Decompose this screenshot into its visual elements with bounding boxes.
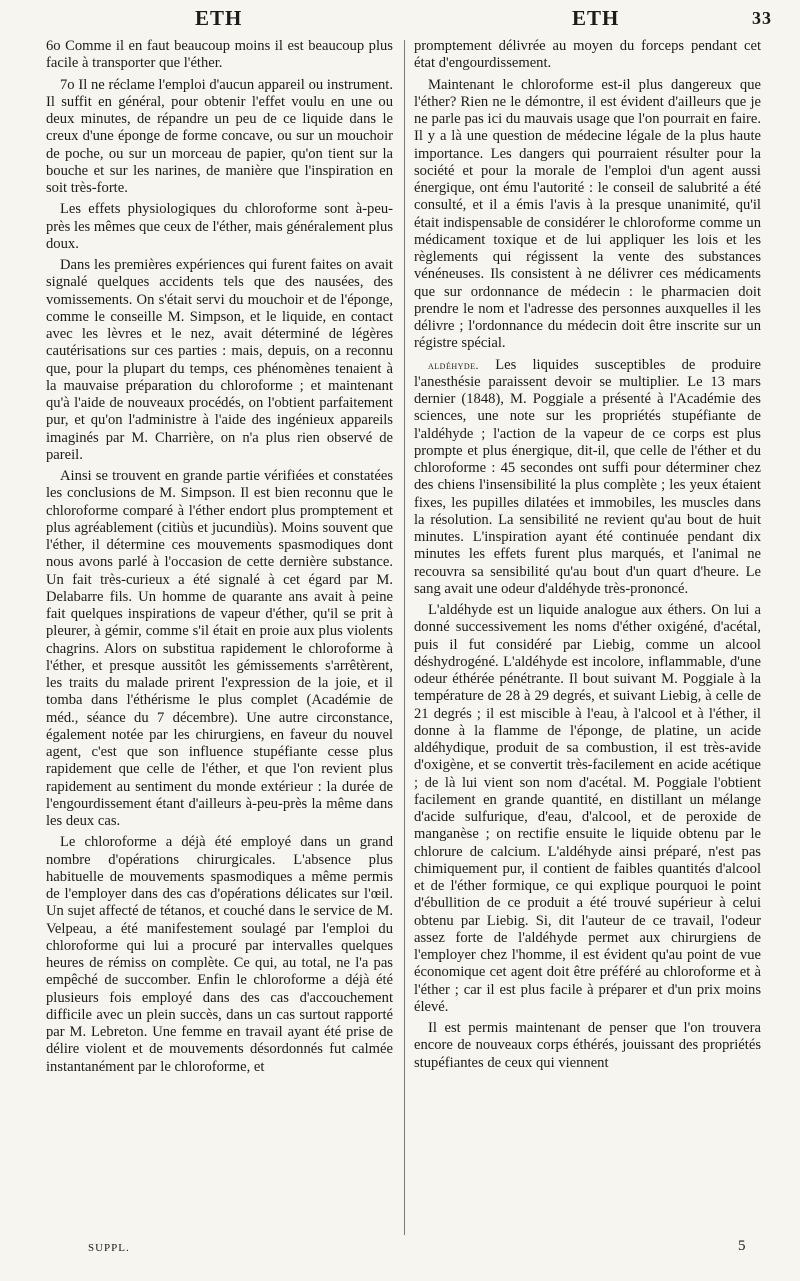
footer-sheet-number: 5 (738, 1238, 747, 1254)
footer-signature: SUPPL. (88, 1242, 130, 1254)
paragraph: Maintenant le chloroforme est-il plus dangereux que l'éther? Rien ne le démontre, il est évident d'ailleurs que je ne parle pas ici du mauvais usage que l'on pourrait en faire. Il y a là une question de médecine légale de la plus haute importance. Les dangers qui pourraient résulter pour la société et pour la morale de l'emploi d'un agent aussi énergique, ont ému l'autorité : le conseil de salubrité a été consulté, et il a émis l'avis à la presque unanimité, qu'il était indispensable de considérer le chloroforme comme un médicament toxique et de lui appliquer les lois et les règlements qui régissent la vente des substances vénéneuses. Ils consistent à ne délivrer ces médicaments que sur ordonnance de médecin : le pharmacien doit prendre le nom et l'adresse des personnes auxquelles il les délivre ; l'ordonnance du médecin doit être inscrite sur un régistre spécial. (414, 76, 761, 352)
paragraph: L'aldéhyde est un liquide analogue aux éthers. On lui a donné successivement les noms d'éther oxigéné, d'acétal, puis il fut considéré par Liebig, comme un alcool déshydrogéné. L'aldéhyde est incolore, inflammable, d'une odeur éthérée pénétrante. Il bout suivant M. Poggiale à la température de 28 à 29 degrés, et suivant Liebig, à celle de 21 degrés ; il est miscible à l'eau, à l'alcool et à l'éther, il donne à la flamme de l'éponge, de platine, un acide aldéhydique, produit de sa combustion, il est très-avide d'oxigène, et se convertit très-facilement en acide acétique ; de là lui vient son nom d'acétal. M. Poggiale l'obtient facilement en grande quantité, en distillant un mélange d'acide sulfurique, d'eau, d'alcool, et de peroxide de manganèse ; on rectifie ensuite le liquide obtenu par le chlorure de calcium. L'aldéhyde ainsi préparé, n'est pas chimiquement pur, il contient de faibles quantités d'alcool et de l'éther formique, ce qui explique pourquoi le point d'ébullition de ce produit a été trouvé supérieur à celui obtenu par Liebig. Si, dit l'auteur de ce travail, l'odeur assez forte de l'aldéhyde permet aux chirurgiens de l'employer chez l'homme, il est évident qu'au point de vue économique cet agent doit être préféré au chloroforme et à l'éther ; car il est plus facile à préparer et d'un prix moins élevé. (414, 602, 761, 1015)
running-header (0, 6, 800, 40)
paragraph: Il est permis maintenant de penser que l'on trouvera encore de nouveaux corps éthérés, jouissant des propriétés stupéfiantes de ceux qui viennent (414, 1020, 761, 1071)
paragraph: 6o Comme il en faut beaucoup moins il est beaucoup plus facile à transporter que l'éther. (46, 38, 393, 72)
column-divider (404, 40, 405, 1235)
aldehyde-text: Les liquides susceptibles de produire l'anesthésie paraissent devoir se multiplier. Le 13 mars dernier (1848), M. Poggiale a présenté à l'Académie des sciences, une note sur les propriétés stupéfiante de l'aldéhyde ; l'action de la vapeur de ce corps est plus prompte et plus énergique, dit-il, que celle de l'éther et du chloroforme : 45 secondes ont suffi pour déterminer chez des chiens l'insensibilité la plus complète ; les yeux étaient fixes, les pupilles dilatées et immobiles, les muscles dans la résolution. La sensibilité ne revient qu'au bout de huit minutes. L'inspiration ayant été continuée pendant dix minutes les effets furent plus marqués, et l'animal ne recouvra sa sensibilité qu'au bout d'un quart d'heure. Le sang avait une odeur d'aldéhyde très-prononcé. (414, 356, 761, 597)
paragraph: Les effets physiologiques du chloroforme sont à-peu-près les mêmes que ceux de l'éther, mais généralement plus doux. (46, 201, 393, 252)
paragraph: Ainsi se trouvent en grande partie vérifiées et constatées les conclusions de M. Simpson. Il est bien reconnu que le chloroforme comparé à l'éther endort plus promptement et plus agréablement (citiùs et jucundiùs). Moins souvent que l'éther, il détermine ces mouvements spasmodiques dont nous avons parlé à l'occasion de cette dernière substance. Un fait très-curieux a été signalé à cet égard par M. Delabarre fils. Un homme de quarante ans avait à peine fait quelques inspirations de vapeur d'éther, qu'il se prit à pleurer, à gémir, comme s'il était en proie aux plus violents chagrins. Alors on substitua rapidement le chloroforme à l'éther, et presque aussitôt les gémissements s'arrêtèrent, les traits du malade prirent l'expression de la joie, et il tomba dans l'éthérisme le plus complet (Académie de méd., séance du 7 décembre). Une autre circonstance, également notée par les chirurgiens, en faveur du nouvel agent, c'est que son influence stupéfiante cesse plus rapidement que celle de l'éther, et que l'on revient plus rapidement au sentiment du monde extérieur : la durée de l'engourdissement étant d'ailleurs à-peu-près la même dans les deux cas. (46, 468, 393, 829)
paragraph: Le chloroforme a déjà été employé dans un grand nombre d'opérations chirurgicales. L'absence plus habituelle de mouvements spasmodiques a même permis de l'employer dans des cas d'opérations délicates sur l'œil. Un sujet affecté de tétanos, et couché dans le service de M. Velpeau, a été manifestement soulagé par l'emploi du chloroforme qui lui a procuré par intervalles quelques heures de rémiss on complète. Ce qui, au total, ne l'a pas empêché de succomber. Enfin le chloroforme a déjà été plusieurs fois employé dans des cas d'accouchement difficile avec un plein succès, dans un cas surtout rapporté par M. Lebreton. Une femme en travail ayant été prise de délire violent et de mouvements désordonnés fut calmée instantanément par le chloroforme, et (46, 834, 393, 1075)
aldehyde-paragraph (414, 357, 761, 599)
paragraph: promptement délivrée au moyen du forceps pendant cet état d'engourdissement. (414, 38, 761, 72)
paragraph: Dans les premières expériences qui furent faites on avait signalé quelques accidents tels que des nausées, des vomissements. On s'était servi du mouchoir et de l'éponge, comme le conseille M. Simpson, et le liquide, en contact avec les lèvres et le nez, avait déterminé de légères cautérisations sur ces parties : mais, depuis, on a reconnu que, pour la plupart du temps, ces phénomènes tenaient à la mauvaise préparation du chloroforme ; et maintenant qu'à l'aide de nouveaux procédés, on l'obtient parfaitement pur, et qu'on l'administre à l'aide des ingénieux appareils imaginés par M. Charrière, on n'a plus rien observé de pareil. (46, 257, 393, 463)
left-column (46, 38, 393, 1080)
header-right-title: ETH (572, 6, 620, 30)
paragraph: 7o Il ne réclame l'emploi d'aucun appareil ou instrument. Il suffit en général, pour obtenir l'effet voulu en une ou deux minutes, de répandre un peu de ce liquide dans le creux d'une éponge de forme concave, ou sur un mouchoir de poche, ou sur un morceau de papier, qu'on tient sur la bouche et sur les narines, de manière que l'inspiration en soit très-forte. (46, 76, 393, 196)
aldehyde-keyword: aldéhyde. (428, 357, 480, 372)
header-left-title: ETH (195, 6, 243, 30)
page-number: 33 (752, 8, 772, 28)
right-column (414, 38, 761, 1076)
